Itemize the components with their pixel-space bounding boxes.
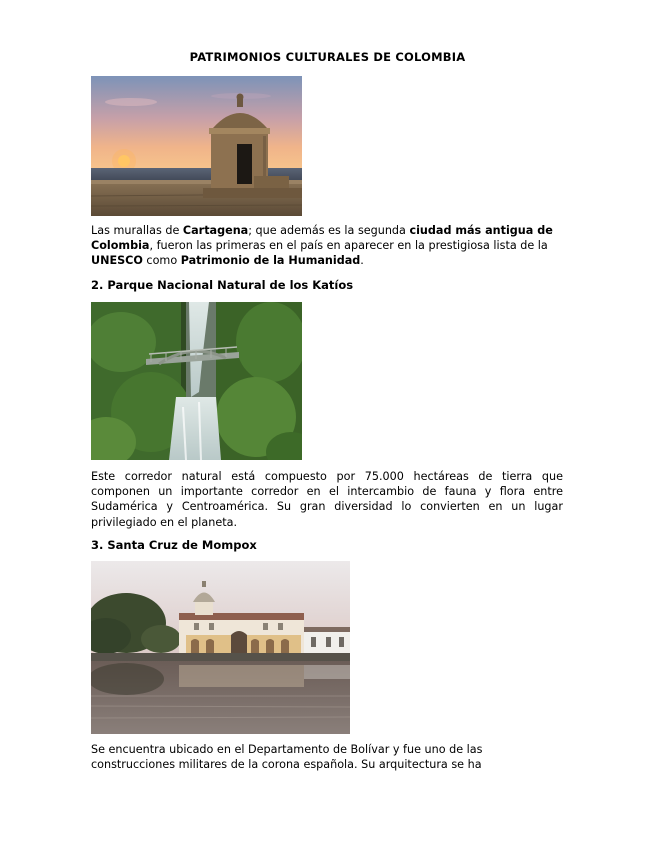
cartagena-bold-1: Cartagena xyxy=(182,224,249,237)
mompox-building-photo xyxy=(91,561,350,734)
cartagena-text-2: ; que además es la segunda xyxy=(248,224,410,237)
cartagena-text-4: como xyxy=(142,254,181,268)
cartagena-text-1: Las murallas de xyxy=(91,224,183,237)
mompox-heading: 3. Santa Cruz de Mompox xyxy=(91,538,257,552)
page-title: PATRIMONIOS CULTURALES DE COLOMBIA xyxy=(189,50,466,64)
cartagena-bold-4: Patrimonio de la Humanidad xyxy=(180,254,361,268)
cartagena-text-5: . xyxy=(360,254,364,268)
katios-paragraph: Este corredor natural está compuesto por 75.000 hectáreas de tierra que componen un importante corredor en el intercambio de fauna y flora entre Sudamérica y Centroamérica. Su gran diversidad lo convierten en un lugar privilegiado en el planeta. xyxy=(91,470,563,529)
cartagena-walls-photo xyxy=(91,76,302,216)
mompox-paragraph: Se encuentra ubicado en el Departamento de Bolívar y fue uno de las construcciones militares de la corona española. Su arquitectura se ha xyxy=(91,743,483,772)
cartagena-text-3: , fueron las primeras en el país en aparecer en la prestigiosa lista de la xyxy=(149,239,548,253)
cartagena-paragraph xyxy=(91,223,563,269)
cartagena-bold-3: UNESCO xyxy=(91,254,143,268)
katios-heading: 2. Parque Nacional Natural de los Katíos xyxy=(91,278,354,292)
cartagena-bold-2: ciudad más antigua de Colombia xyxy=(91,224,553,253)
katios-waterfall-photo xyxy=(91,302,302,460)
